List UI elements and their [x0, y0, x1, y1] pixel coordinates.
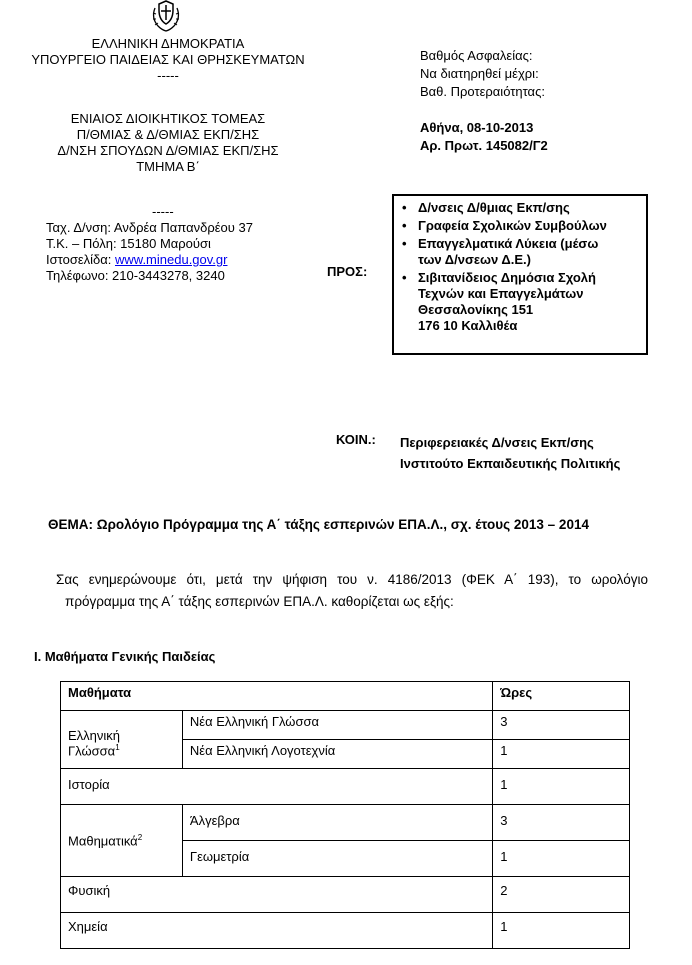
- table-row: [61, 805, 630, 841]
- intro-line-2: πρόγραμμα της Α΄ τάξης εσπερινών ΕΠΑ.Λ. καθορίζεται ως εξής:: [65, 594, 454, 609]
- security-info: [420, 47, 545, 101]
- course-name: Φυσική: [61, 877, 493, 913]
- course-hours: 1: [493, 913, 630, 949]
- subject-line: ΘΕΜΑ: Ωρολόγιο Πρόγραμμα της Α΄ τάξης εσπερινών ΕΠΑ.Λ., σχ. έτους 2013 – 2014: [48, 517, 589, 532]
- greek-group-cell: Ελληνική Γλώσσα$^1$: [61, 711, 183, 769]
- section-title: Ι. Μαθήματα Γενικής Παιδείας: [34, 649, 216, 664]
- cc-item: Ινστιτούτο Εκπαιδευτικής Πολιτικής: [400, 456, 621, 471]
- bullet-icon: •: [402, 200, 407, 215]
- course-hours: 1: [493, 769, 630, 805]
- greek-coat-of-arms-icon: [146, 0, 186, 34]
- place-date-block: [420, 119, 548, 155]
- website-label: Ιστοσελίδα:: [46, 252, 115, 267]
- course-name: Άλγεβρα: [182, 805, 492, 841]
- courses-table: [60, 681, 630, 949]
- cc-list: [400, 432, 620, 474]
- protocol-number: Αρ. Πρωτ. 145082/Γ2: [420, 138, 548, 153]
- intro-line-1: Σας ενημερώνουμε ότι, μετά την ψήφιση του ν. 4186/2013 (ΦΕΚ Α΄ 193), το ωρολόγιο: [56, 572, 648, 587]
- course-hours: 2: [493, 877, 630, 913]
- ministry-name: ΥΠΟΥΡΓΕΙΟ ΠΑΙΔΕΙΑΣ ΚΑΙ ΘΡΗΣΚΕΥΜΑΤΩΝ: [31, 52, 305, 67]
- table-row: [61, 913, 630, 949]
- footnote-mark: 1: [115, 742, 120, 752]
- keep-until: Να διατηρηθεί μέχρι:: [420, 66, 539, 81]
- course-hours: 1: [493, 841, 630, 877]
- department-block: [20, 111, 316, 175]
- course-hours: 3: [493, 711, 630, 740]
- table-row: [61, 711, 630, 740]
- table-row: [61, 769, 630, 805]
- priority-level: Βαθ. Προτεραιότητας:: [420, 84, 545, 99]
- bullet-icon: •: [402, 218, 407, 233]
- contact-phone: Τηλέφωνο: 210-3443278, 3240: [46, 268, 225, 283]
- dept-line: Δ/ΝΣΗ ΣΠΟΥΔΩΝ Δ/ΘΜΙΑΣ ΕΚΠ/ΣΗΣ: [57, 143, 279, 158]
- recipient-item: • Γραφεία Σχολικών Συμβούλων: [402, 218, 607, 233]
- dept-line: ΤΜΗΜΑ Β΄: [136, 159, 200, 174]
- cc-label: ΚΟΙΝ.:: [336, 432, 376, 447]
- recipient-item: • Επαγγελματικά Λύκεια (μέσω των Δ/νσεων Δ.Ε.): [402, 236, 599, 267]
- footnote-mark: 2: [137, 832, 143, 842]
- table-header-row: [61, 682, 630, 711]
- contact-postal: Τ.Κ. – Πόλη: 15180 Μαρούσι: [46, 236, 211, 251]
- course-name: Χημεία: [61, 913, 493, 949]
- recipient-item: • Σιβιτανίδειος Δημόσια Σχολή Τεχνών και Επαγγελμάτων Θεσσαλονίκης 151 176 10 Καλλιθέα: [402, 270, 596, 333]
- header-separator: -----: [157, 68, 179, 83]
- header-subject: Μαθήματα: [61, 682, 493, 711]
- course-name: Νέα Ελληνική Λογοτεχνία: [182, 740, 492, 769]
- dept-line: ΕΝΙΑΙΟΣ ΔΙΟΙΚΗΤΙΚΟΣ ΤΟΜΕΑΣ: [70, 111, 266, 126]
- bullet-icon: •: [402, 270, 407, 285]
- intro-paragraph: [48, 569, 648, 613]
- contact-separator: -----: [152, 204, 174, 219]
- to-label: ΠΡΟΣ:: [327, 264, 368, 279]
- recipients-list: [394, 196, 646, 334]
- course-hours: 3: [493, 805, 630, 841]
- course-name: Γεωμετρία: [182, 841, 492, 877]
- place-date: Αθήνα, 08-10-2013: [420, 120, 534, 135]
- website-link[interactable]: www.minedu.gov.gr: [115, 252, 228, 267]
- contact-block: [46, 220, 253, 284]
- header-hours: Ώρες: [493, 682, 630, 711]
- course-name: Νέα Ελληνική Γλώσσα: [182, 711, 492, 740]
- recipients-box: [392, 194, 648, 355]
- math-group-cell: Μαθηματικά$^2$: [61, 805, 183, 877]
- contact-website-row: [46, 252, 253, 268]
- country-name: ΕΛΛΗΝΙΚΗ ΔΗΜΟΚΡΑΤΙΑ: [91, 36, 245, 51]
- security-level: Βαθμός Ασφαλείας:: [420, 48, 533, 63]
- dept-line: Π/ΘΜΙΑΣ & Δ/ΘΜΙΑΣ ΕΚΠ/ΣΗΣ: [76, 127, 260, 142]
- course-hours: 1: [493, 740, 630, 769]
- course-name: Ιστορία: [61, 769, 493, 805]
- table-row: [61, 877, 630, 913]
- bullet-icon: •: [402, 236, 407, 251]
- recipient-item: • Δ/νσεις Δ/θμιας Εκπ/σης: [402, 200, 570, 215]
- contact-address: Ταχ. Δ/νση: Ανδρέα Παπανδρέου 37: [46, 220, 253, 235]
- cc-item: Περιφερειακές Δ/νσεις Εκπ/σης: [400, 435, 594, 450]
- issuer-header: [20, 36, 316, 84]
